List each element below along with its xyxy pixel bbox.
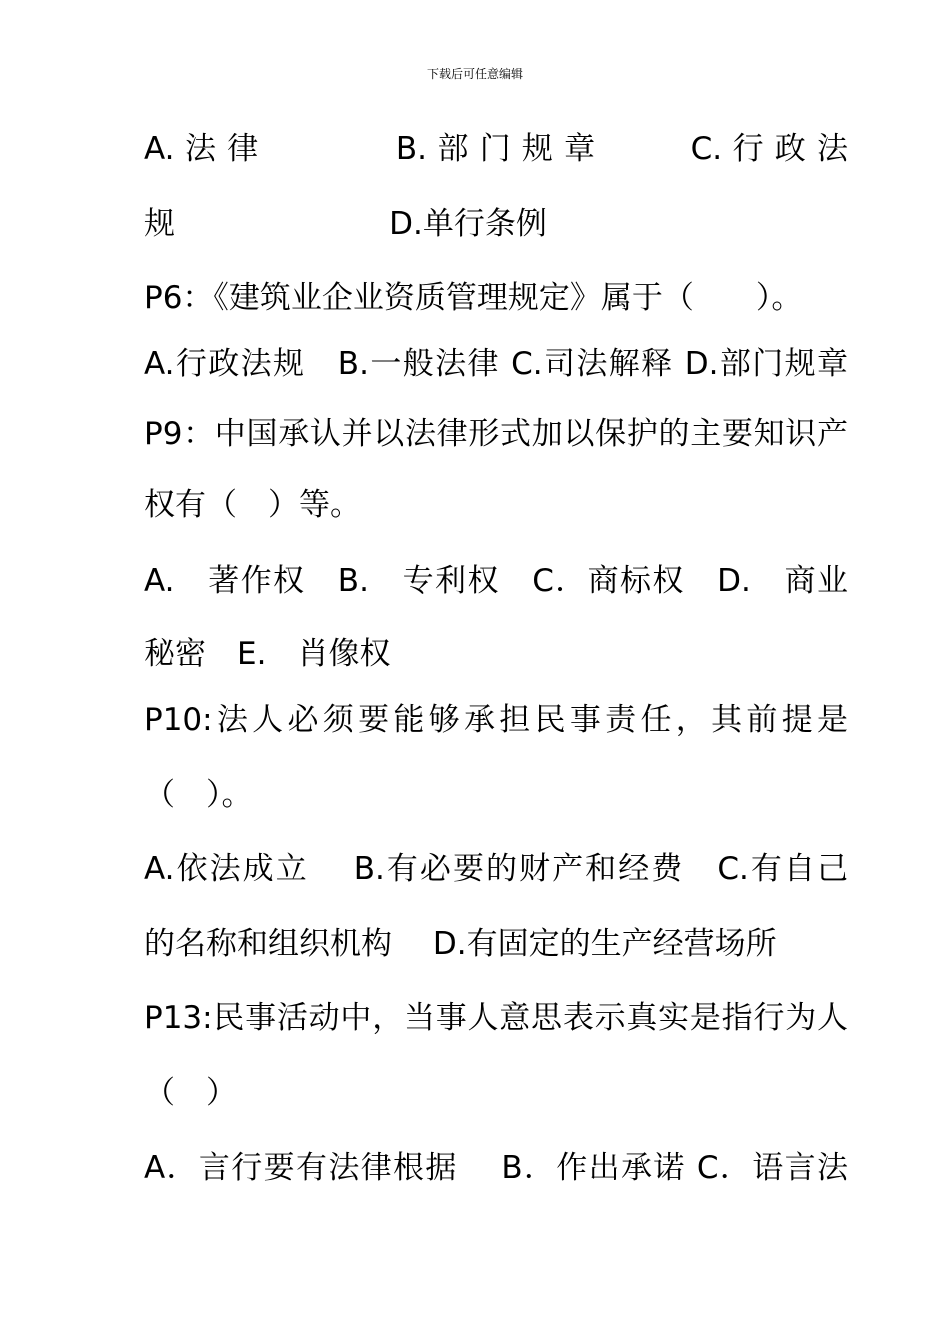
question-p9-text: P9：中国承认并以法律形式加以保护的主要知识产 <box>144 416 848 452</box>
question-p9-text-cont: 权有（ ）等。 <box>144 487 361 523</box>
question-p10-options: A.依法成立 B.有必要的财产和经费 C.有自己 <box>144 851 848 887</box>
question-p13-text: P13:民事活动中，当事人意思表示真实是指行为人 <box>144 1000 848 1036</box>
question-p10-options-cont: 的名称和组织机构 D.有固定的生产经营场所 <box>144 926 777 962</box>
question-p13-text-cont: （ ） <box>144 1075 237 1111</box>
question-options-line: A. 法 律 B. 部 门 规 章 C. 行 政 法 <box>144 131 848 167</box>
question-p13-options: A．言行要有法律根据 B．作出承诺 C．语言法 <box>144 1150 848 1186</box>
question-options-line: 规 D.单行条例 <box>144 206 547 242</box>
question-p9-options: A. 著作权 B. 专利权 C．商标权 D. 商业 <box>144 563 848 599</box>
question-p10-text-cont: （ ）。 <box>144 777 253 813</box>
question-p6-options: A.行政法规 B.一般法律 C.司法解释 D.部门规章 <box>144 346 848 382</box>
page-header: 下载后可任意编辑 <box>426 67 523 81</box>
question-p6-text: P6：《建筑业企业资质管理规定》属于（ ）。 <box>144 280 803 316</box>
question-p10-text: P10:法人必须要能够承担民事责任，其前提是 <box>144 702 848 738</box>
question-p9-options-cont: 秘密 E. 肖像权 <box>144 636 391 672</box>
